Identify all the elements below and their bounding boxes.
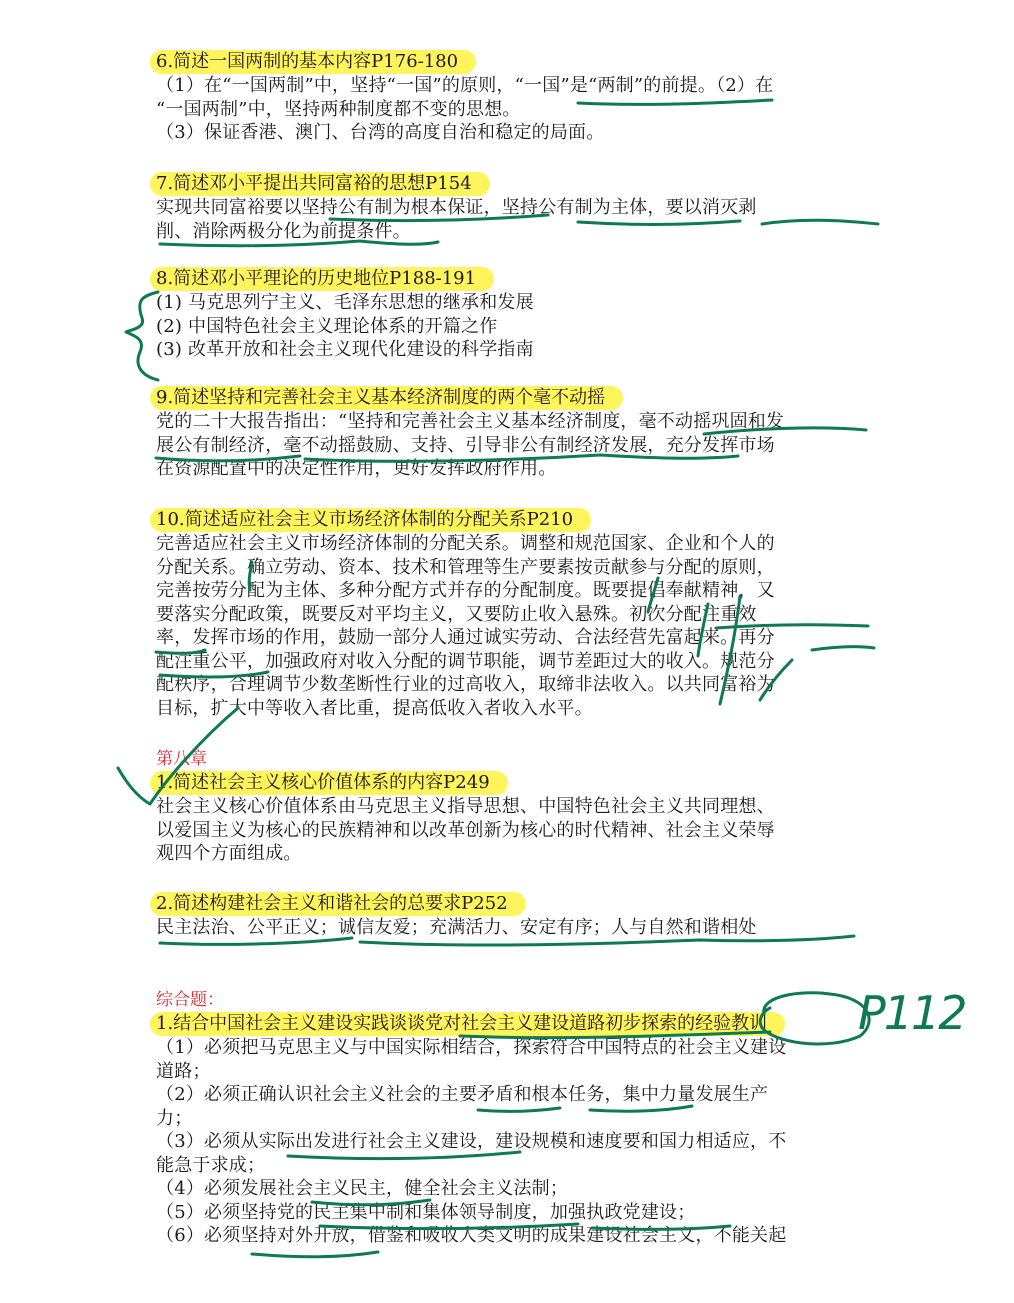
synthesis-question-1-line-3: （2）必须正确认识社会主义社会的主要矛盾和根本任务，集中力量发展生产 (156, 1084, 769, 1105)
section-7-line-2: 削、消除两极分化为前提条件。 (156, 220, 411, 242)
section-10-line-7: 配秩序，合理调节少数垄断性行业的过高收入，取缔非法收入。以共同富裕为 (156, 674, 775, 695)
synthesis-question-1-line-9: （6）必须坚持对外开放，借鉴和吸收人类文明的成果建设社会主义，不能关起 (156, 1225, 787, 1246)
synthesis-question-1-title: 1.结合中国社会主义建设实践谈谈党对社会主义建设道路初步探索的经验教训 (150, 1012, 785, 1036)
chapter-8-question-2 (156, 892, 870, 940)
synthesis-heading: 综合题： (156, 990, 224, 1010)
section-8-line-2: (2) 中国特色社会主义理论体系的开篇之作 (156, 315, 498, 337)
section-10-line-8: 目标，扩大中等收入者比重，提高低收入者收入水平。 (156, 697, 593, 719)
handwritten-page-note: P112 (858, 986, 966, 1040)
section-10-line-6: 配注重公平，加强政府对收入分配的调节职能，调节差距过大的收入。规范分 (156, 650, 775, 672)
synthesis-question-1-line-1: （1）必须把马克思主义与中国实际相结合，探索符合中国特点的社会主义建设 (156, 1037, 787, 1058)
synthesis-question-1-line-6: 能急于求成； (156, 1154, 266, 1176)
section-9-line-1: 党的二十大报告指出：“坚持和完善社会主义基本经济制度，毫不动摇巩固和发 (156, 411, 785, 432)
synthesis-question-1-line-8: （5）必须坚持党的民主集中制和集体领导制度，加强执政党建设； (156, 1201, 696, 1223)
chapter-8-question-1-line-3: 观四个方面组成。 (156, 843, 302, 864)
synthesis-question-1 (156, 1012, 870, 1248)
section-9-line-3: 在资源配置中的决定性作用，更好发挥政府作用。 (156, 458, 557, 479)
section-10-line-2: 分配关系。确立劳动、资本、技术和管理等生产要素按贡献参与分配的原则， (156, 556, 775, 578)
section-8 (156, 267, 870, 362)
brace-s8 (126, 292, 158, 380)
chapter-8-question-2-title: 2.简述构建社会主义和谐社会的总要求P252 (150, 892, 526, 916)
section-9-title: 9.简述坚持和完善社会主义基本经济制度的两个毫不动摇 (150, 386, 623, 410)
chapter-8-heading: 第八章 (156, 749, 207, 769)
section-6-line-2: “一国两制”中，坚持两种制度都不变的思想。 (156, 98, 521, 120)
chapter-8-question-1-line-2: 以爱国主义为核心的民族精神和以改革创新为核心的时代精神、社会主义荣辱 (156, 819, 775, 841)
synthesis-question-1-line-7: （4）必须发展社会主义民主，健全社会主义法制； (156, 1178, 569, 1199)
section-8-title: 8.简述邓小平理论的历史地位P188-191 (150, 267, 494, 291)
section-9-line-2: 展公有制经济，毫不动摇鼓励、支持、引导非公有制经济发展，充分发挥市场 (156, 434, 775, 456)
synthesis-question-1-line-2: 道路； (156, 1060, 211, 1082)
section-6-line-3: （3）保证香港、澳门、台湾的高度自治和稳定的局面。 (156, 122, 605, 143)
synthesis-question-1-line-5: （3）必须从实际出发进行社会主义建设，建设规模和速度要和国力相适应，不 (156, 1131, 787, 1152)
chapter-8-question-1-title: 1.简述社会主义核心价值体系的内容P249 (150, 771, 508, 795)
section-10-line-4: 要落实分配政策，既要反对平均主义，又要防止收入悬殊。初次分配注重效 (156, 603, 757, 625)
section-8-line-3: (3) 改革开放和社会主义现代化建设的科学指南 (156, 339, 534, 360)
section-10 (156, 508, 870, 720)
section-10-line-5: 率，发挥市场的作用，鼓励一部分人通过诚实劳动、合法经营先富起来。再分 (156, 627, 775, 648)
chapter-8-question-1-line-1: 社会主义核心价值体系由马克思主义指导思想、中国特色社会主义共同理想、 (156, 796, 775, 817)
section-6-title: 6.简述一国两制的基本内容P176-180 (150, 50, 476, 74)
section-6-line-1: （1）在“一国两制”中，坚持“一国”的原则，“一国”是“两制”的前提。（2）在 (156, 75, 774, 96)
section-10-line-1: 完善适应社会主义市场经济体制的分配关系。调整和规范国家、企业和个人的 (156, 533, 775, 554)
chapter-8-question-1 (156, 771, 870, 866)
section-6 (156, 50, 870, 145)
section-10-title: 10.简述适应社会主义市场经济体制的分配关系P210 (150, 508, 591, 532)
chapter-8-question-2-line-1: 民主法治、公平正义；诚信友爱；充满活力、安定有序；人与自然和谐相处 (156, 917, 757, 938)
underline-z1-6 (252, 1252, 378, 1257)
section-9 (156, 386, 870, 481)
section-8-line-1: (1) 马克思列宁主义、毛泽东思想的继承和发展 (156, 292, 534, 313)
section-7-title: 7.简述邓小平提出共同富裕的思想P154 (150, 172, 490, 196)
synthesis-question-1-line-4: 力； (156, 1107, 193, 1129)
section-7-line-1: 实现共同富裕要以坚持公有制为根本保证，坚持公有制为主体，要以消灭剥 (156, 197, 757, 218)
section-10-line-3: 完善按劳分配为主体、多种分配方式并存的分配制度。既要提倡奉献精神，又 (156, 580, 775, 601)
section-7 (156, 172, 870, 243)
